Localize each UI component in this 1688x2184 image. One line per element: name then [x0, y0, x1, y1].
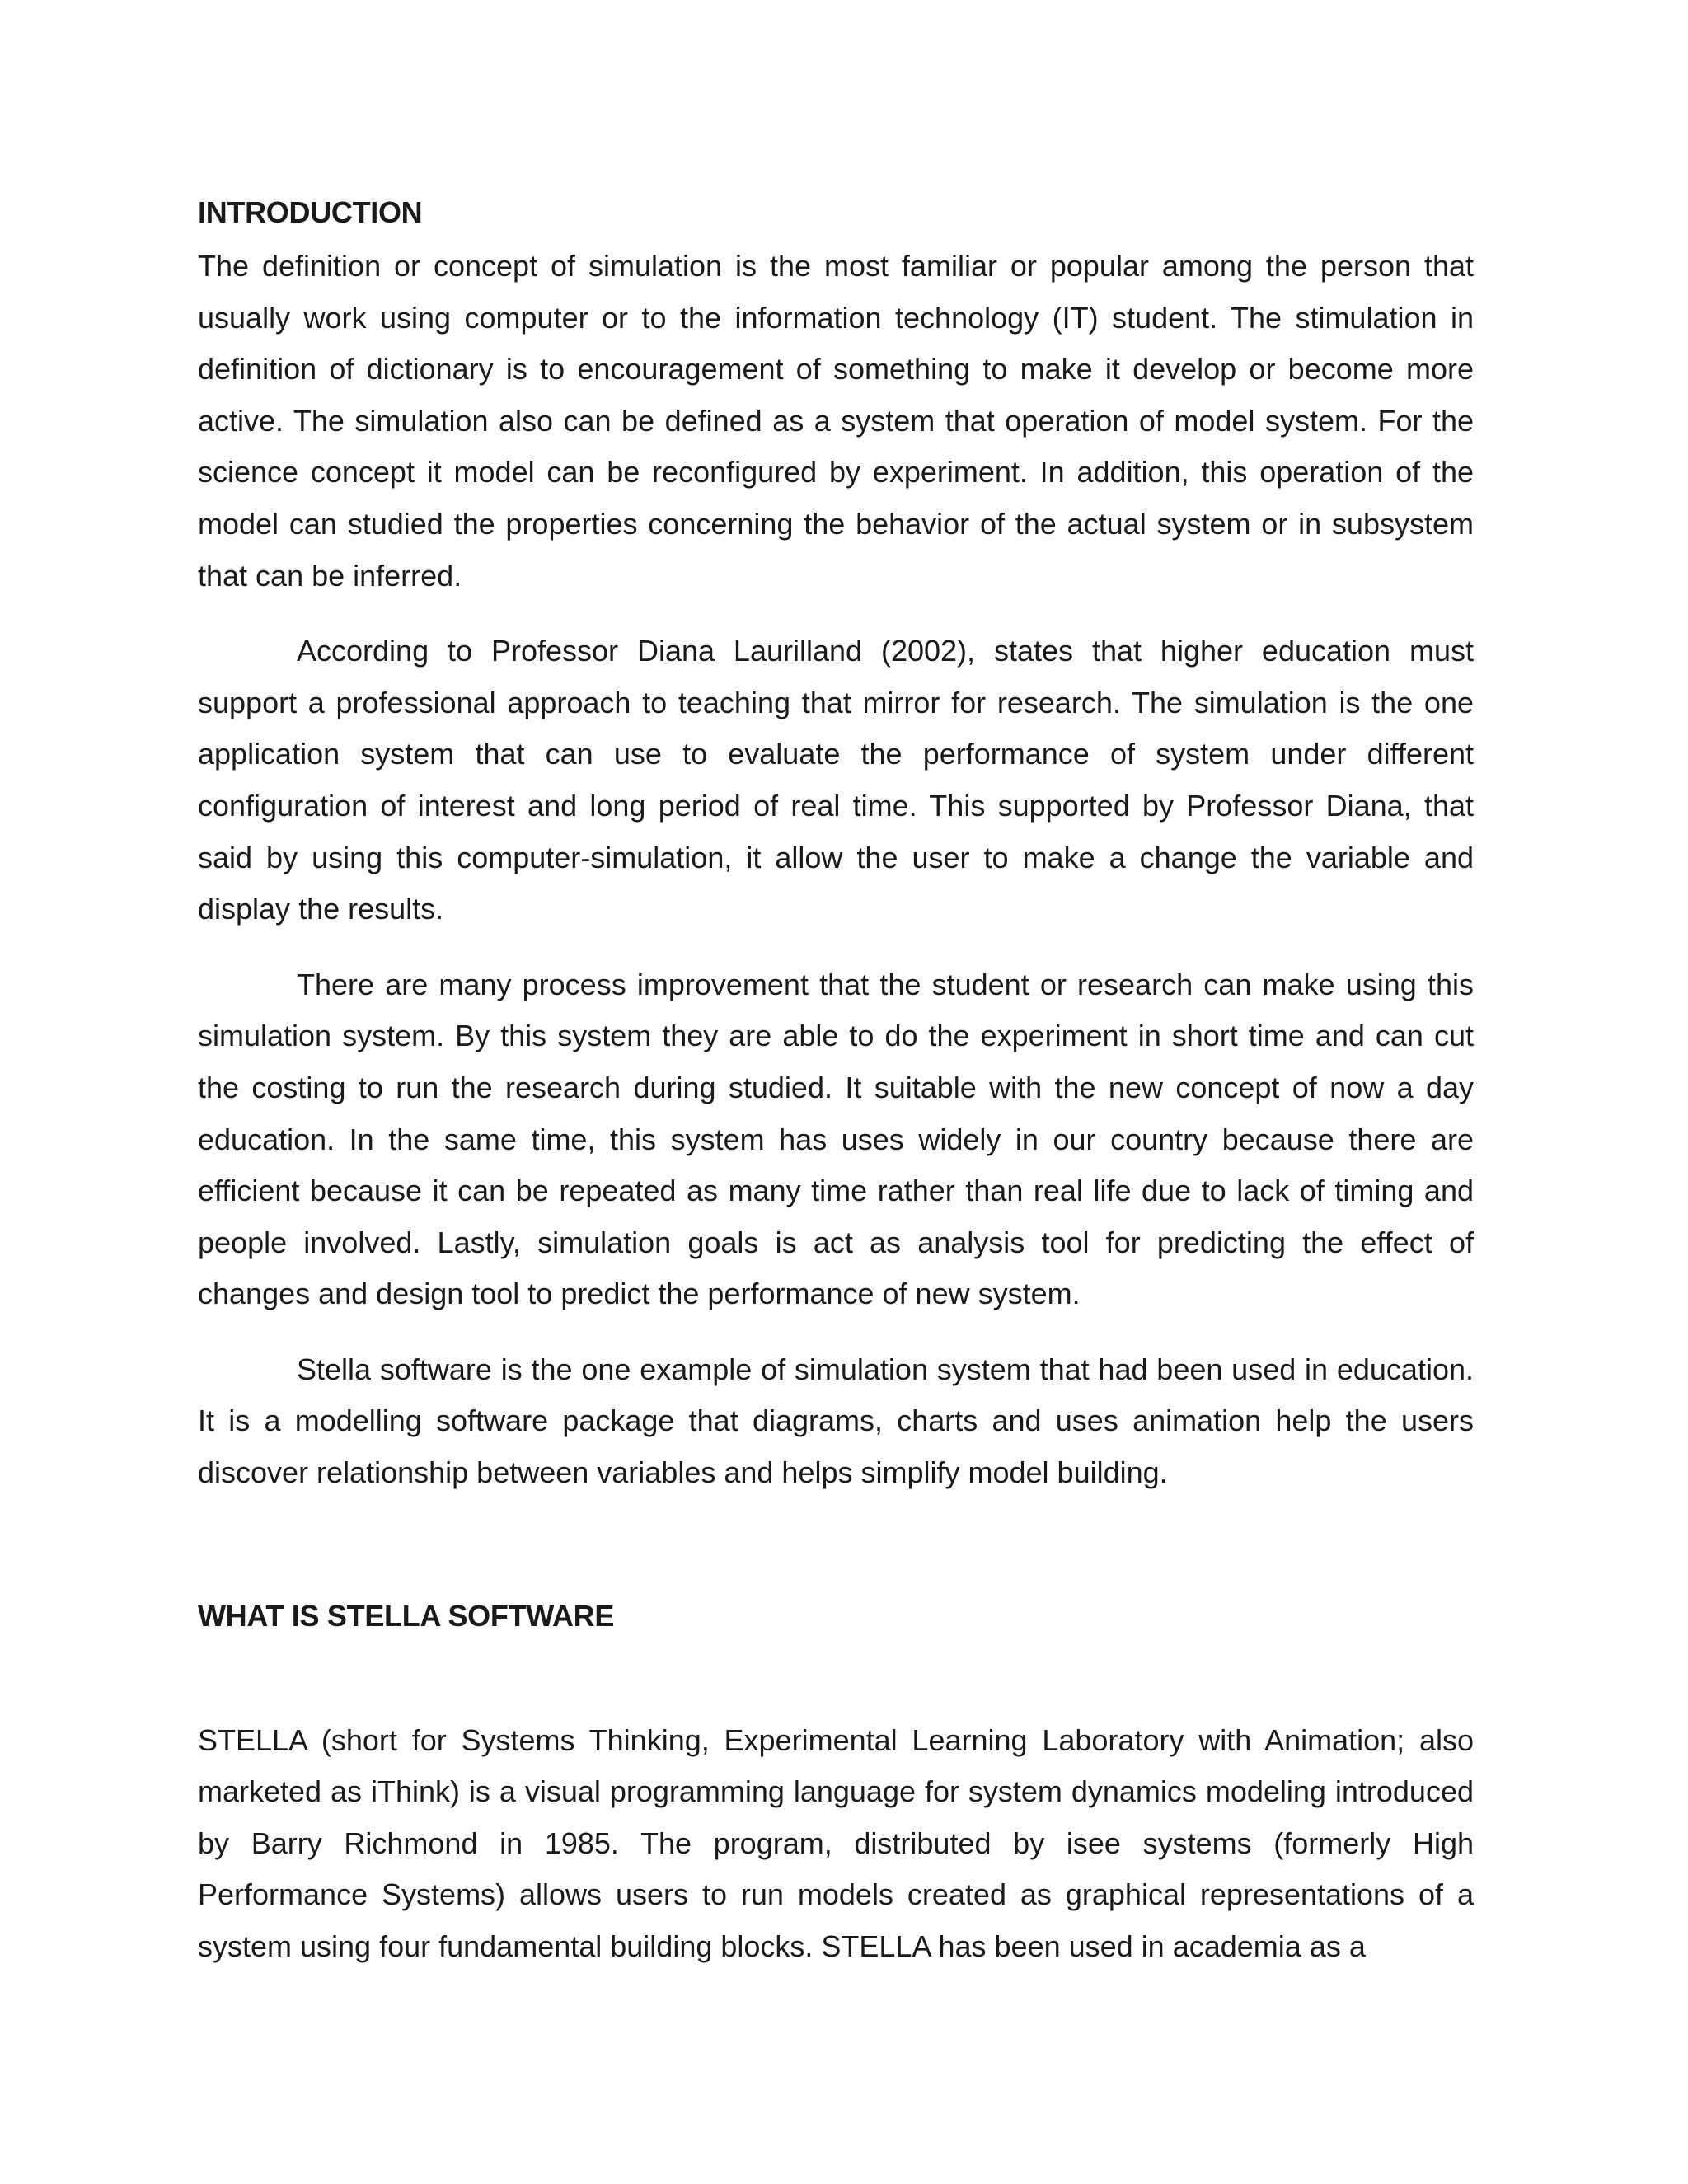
intro-paragraph-1: The definition or concept of simulation is the most familiar or popular among the person that usually work using computer or to the information technology (IT) student. The stimulation in definition of dictionary is to encouragement of something to make it develop or become more active. The simulation also can be defined as a system that operation of model system. For the science concept it model can be reconfigured by experiment. In addition, this operation of the model can studied the properties concerning the behavior of the actual system or in subsystem that can be inferred.: [198, 249, 1474, 593]
intro-paragraph-2: According to Professor Diana Laurilland (2002), states that higher education must support a professional approach to teaching that mirror for research. The simulation is the one application system that can use to evaluate the performance of system under different configuration of interest and long period of real time. This supported by Professor Diana, that said by using this computer-simulation, it allow the user to make a change the variable and display the results.: [198, 634, 1474, 926]
intro-paragraph-4: Stella software is the one example of simulation system that had been used in education. It is a modelling software package that diagrams, charts and uses animation help the users discover relationship between variables and helps simplify model building.: [198, 1352, 1474, 1490]
introduction-heading: INTRODUCTION: [198, 195, 423, 229]
intro-paragraph-3: There are many process improvement that the student or research can make using this simulation system. By this system they are able to do the experiment in short time and can cut the costing to run the research during studied. It suitable with the new concept of now a day education. In the same time, this system has uses widely in our country because there are efficient because it can be repeated as many time rather than real life due to lack of timing and people involved. Lastly, simulation goals is act as analysis tool for predicting the effect of changes and design tool to predict the performance of new system.: [198, 967, 1474, 1311]
document-page: [198, 188, 1474, 1973]
stella-paragraph-1: STELLA (short for Systems Thinking, Experimental Learning Laboratory with Animation; also marketed as iThink) is a visual programming language for system dynamics modeling introduced by Barry Richmond in 1985. The program, distributed by isee systems (formerly High Performance Systems) allows users to run models created as graphical representations of a system using four fundamental building blocks. STELLA has been used in academia as a: [198, 1722, 1474, 1964]
what-is-stella-heading: WHAT IS STELLA SOFTWARE: [198, 1598, 615, 1633]
